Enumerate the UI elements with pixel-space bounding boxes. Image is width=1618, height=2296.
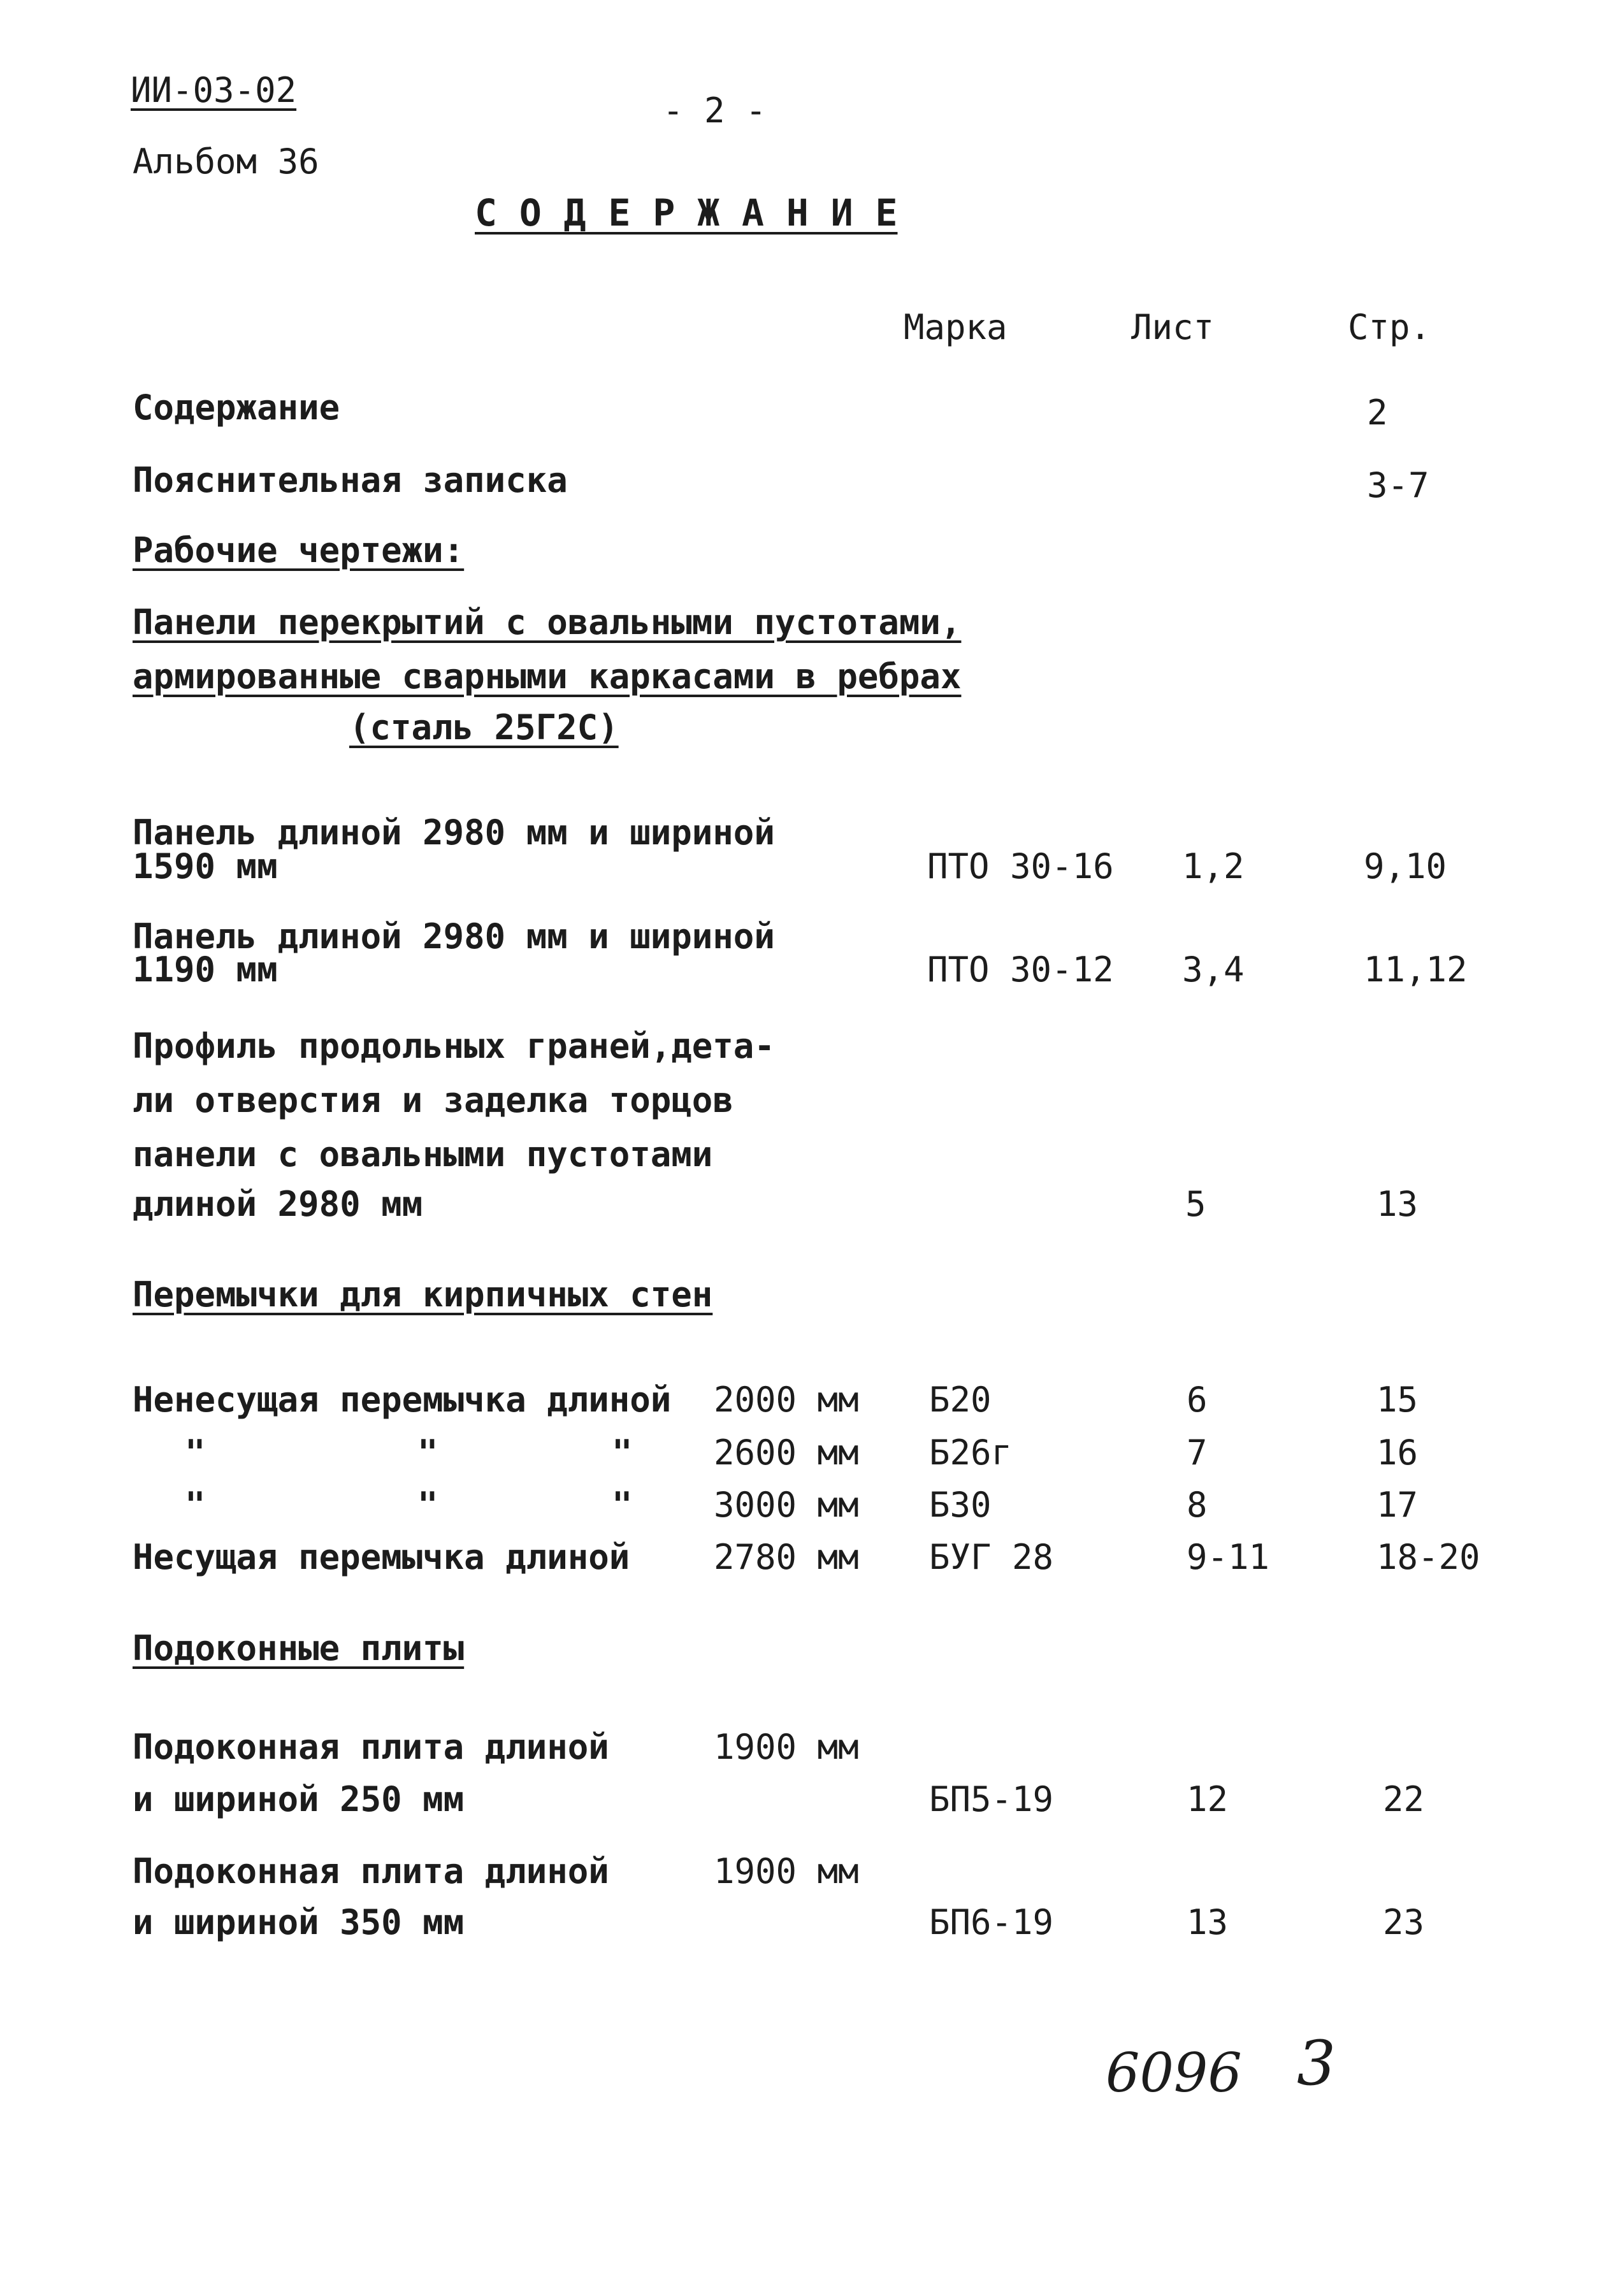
lintel3-sheet: 8 [1187, 1485, 1208, 1525]
panel2-mark: ПТО 30-12 [927, 949, 1114, 990]
profile-description-line2: ли отверстия и заделка торцов [133, 1080, 733, 1120]
lintel2-length: 2600 мм [714, 1433, 859, 1473]
profile-description-line1: Профиль продольных граней,дета- [133, 1026, 775, 1066]
lintel3-ditto-2: " [417, 1485, 438, 1525]
sill2-length: 1900 мм [714, 1851, 859, 1891]
panel2-description-line1: Панель длиной 2980 мм и шириной [133, 916, 775, 957]
section-panels-line1: Панели перекрытий с овальными пустотами, [133, 602, 962, 642]
panel1-mark: ПТО 30-16 [927, 846, 1114, 886]
lintel2-ditto-2: " [417, 1433, 438, 1473]
lintel4-description: Несущая перемычка длиной [133, 1537, 630, 1577]
lintel2-mark: Б26г [929, 1433, 1013, 1473]
sill1-sheet: 12 [1187, 1779, 1229, 1819]
sill2-description-line1: Подоконная плита длиной [133, 1851, 609, 1891]
section-panels-line3: (сталь 25Г2С) [349, 707, 619, 747]
lintel1-length: 2000 мм [714, 1380, 859, 1420]
column-header-sheet: Лист [1131, 307, 1215, 347]
lintel4-sheet: 9-11 [1187, 1537, 1270, 1577]
sill1-length: 1900 мм [714, 1727, 859, 1767]
panel1-sheet: 1,2 [1182, 846, 1245, 886]
lintel3-ditto-3: " [612, 1485, 633, 1525]
sill1-description-line2: и шириной 250 мм [133, 1779, 465, 1819]
panel2-description-line2: 1190 мм [133, 949, 278, 990]
panel1-page: 9,10 [1364, 846, 1447, 886]
sill2-mark: БП6-19 [929, 1902, 1054, 1942]
profile-description-line3: панели с овальными пустотами [133, 1134, 713, 1174]
lintel2-ditto-3: " [612, 1433, 633, 1473]
panel1-description-line2: 1590 мм [133, 846, 278, 886]
document-code: ИИ-03-02 [131, 70, 297, 110]
document-title: С О Д Е Р Ж А Н И Е [475, 191, 898, 235]
section-sills-heading: Подоконные плиты [133, 1628, 465, 1668]
panel2-sheet: 3,4 [1182, 949, 1245, 990]
lintel2-ditto-1: " [185, 1433, 206, 1473]
sill2-page: 23 [1383, 1902, 1425, 1942]
lintel3-page: 17 [1376, 1485, 1419, 1525]
page-number: - 2 - [663, 90, 767, 131]
panel2-page: 11,12 [1364, 949, 1468, 990]
sill1-mark: БП5-19 [929, 1779, 1054, 1819]
handwritten-digit: 3 [1297, 2028, 1336, 2099]
working-drawings-heading: Рабочие чертежи: [133, 530, 465, 570]
lintel1-mark: Б20 [929, 1380, 992, 1420]
profile-sheet: 5 [1185, 1184, 1206, 1224]
column-header-page: Стр. [1348, 307, 1431, 347]
lintel3-length: 3000 мм [714, 1485, 859, 1525]
lintel3-ditto-1: " [185, 1485, 206, 1525]
entry-explanatory-note-page: 3-7 [1367, 465, 1429, 505]
lintel1-sheet: 6 [1187, 1380, 1208, 1420]
sill1-page: 22 [1383, 1779, 1425, 1819]
lintel4-length: 2780 мм [714, 1537, 859, 1577]
sill1-description-line1: Подоконная плита длиной [133, 1727, 609, 1767]
lintel4-mark: БУГ 28 [929, 1537, 1054, 1577]
section-panels-line2: армированные сварными каркасами в ребрах [133, 656, 962, 697]
sill2-sheet: 13 [1187, 1902, 1229, 1942]
profile-description-line4: длиной 2980 мм [133, 1184, 423, 1224]
album-label: Альбом 36 [133, 141, 319, 182]
lintel1-page: 15 [1376, 1380, 1419, 1420]
lintel2-sheet: 7 [1187, 1433, 1208, 1473]
entry-contents: Содержание [133, 387, 340, 428]
column-header-mark: Марка [904, 307, 1008, 347]
lintel4-page: 18-20 [1376, 1537, 1480, 1577]
panel1-description-line1: Панель длиной 2980 мм и шириной [133, 812, 775, 853]
lintel3-mark: Б30 [929, 1485, 992, 1525]
entry-explanatory-note: Пояснительная записка [133, 460, 568, 500]
lintel2-page: 16 [1376, 1433, 1419, 1473]
handwritten-number: 6096 [1106, 2042, 1242, 2104]
lintel1-description: Ненесущая перемычка длиной [133, 1380, 672, 1420]
sill2-description-line2: и шириной 350 мм [133, 1902, 465, 1942]
profile-page: 13 [1376, 1184, 1419, 1224]
section-lintels-heading: Перемычки для кирпичных стен [133, 1274, 713, 1315]
entry-contents-page: 2 [1367, 393, 1388, 433]
